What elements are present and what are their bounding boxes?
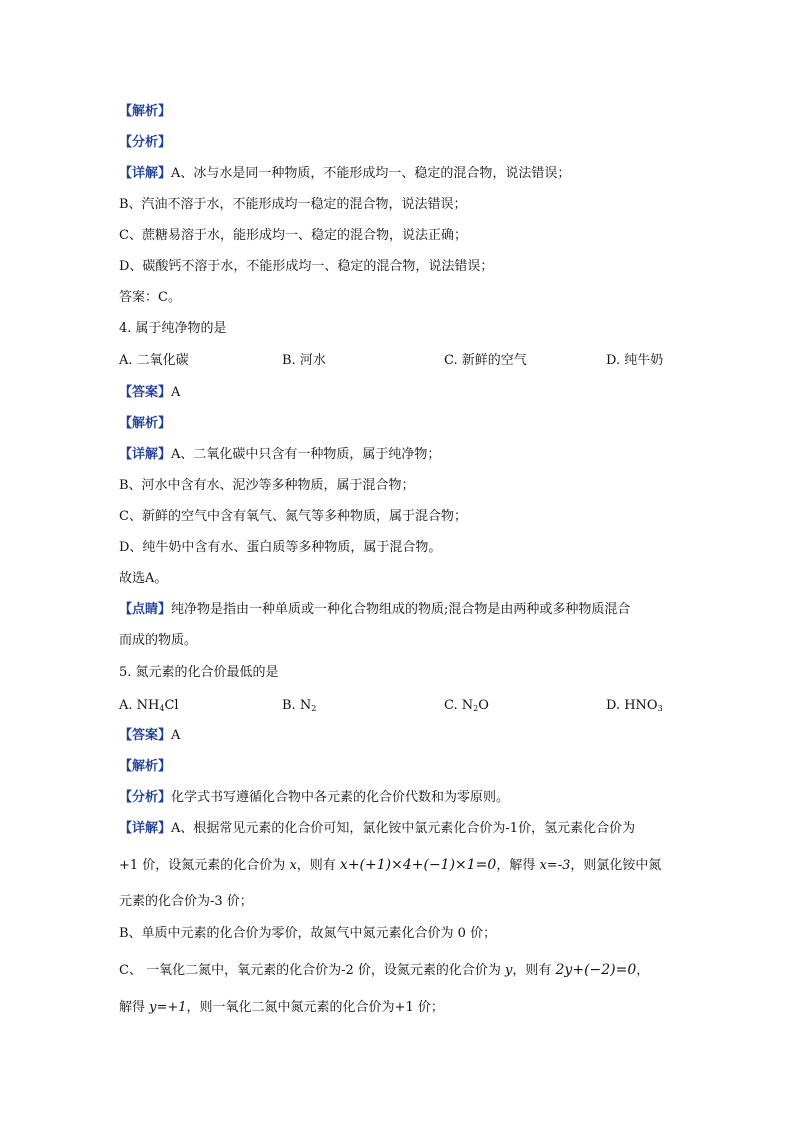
explanation-line: 解得 y=+1，则一氧化二氮中氮元素的化合价为+1 价；	[119, 1000, 444, 1015]
option-b: B. $N_2$	[282, 698, 317, 713]
explanation-line: 【详解】A、根据常见元素的化合价可知，氯化铵中氯元素化合价为-1价，氢元素化合价为	[119, 821, 636, 836]
note-line: 【点睛】纯净物是指由一种单质或一种化合物组成的物质;混合物是由两种或多种物质混合	[119, 602, 631, 617]
option-d: D. 纯牛奶	[606, 353, 664, 368]
option-b: B. 河水	[282, 353, 326, 368]
answer-line: 【答案】A	[119, 728, 181, 743]
explanation-line: D、碳酸钙不溶于水，不能形成均一、稳定的混合物，说法错误；	[119, 259, 494, 274]
explanation-line: C、新鲜的空气中含有氧气、氮气等多种物质，属于混合物；	[119, 509, 467, 524]
explanation-line: D、纯牛奶中含有水、蛋白质等多种物质，属于混合物。	[119, 540, 442, 555]
explanation-line: C、 一氧化二氮中，氧元素的化合价为-2 价，设氮元素的化合价为 y，则有 2y+(−2)=0，	[119, 962, 650, 978]
section-tag: 【解析】	[119, 104, 172, 119]
explanation-line: +1 价，设氮元素的化合价为 x，则有 x+(+1)×4+(−1)×1=0，解得 x=-3，则氯化铵中氮	[119, 857, 662, 873]
equation: x+(+1)×4+(−1)×1=0	[339, 857, 497, 873]
option-c: C. 新鲜的空气	[444, 353, 527, 368]
option-d: D. $HNO_3$	[606, 698, 663, 713]
explanation-line: 【详解】A、冰与水是同一种物质，不能形成均一、稳定的混合物，说法错误；	[119, 166, 571, 181]
option-a: A. $NH_4Cl$	[119, 698, 179, 713]
section-tag: 【分析】	[119, 135, 172, 150]
equation: 2y+(−2)=0	[555, 962, 637, 978]
option-c: C. $N_2O$	[444, 698, 489, 713]
answer-line: 【答案】A	[119, 385, 181, 400]
question-stem: 4. 属于纯净物的是	[119, 321, 227, 336]
explanation-line: B、汽油不溶于水，不能形成均一稳定的混合物，说法错误；	[119, 197, 467, 212]
explanation-line: C、蔗糖易溶于水，能形成均一、稳定的混合物，说法正确；	[119, 228, 467, 243]
section-tag: 【解析】	[119, 416, 172, 431]
option-a: A. 二氧化碳	[119, 353, 189, 368]
question-stem: 5. 氮元素的化合价最低的是	[119, 665, 279, 680]
answer-line: 答案：C。	[119, 290, 181, 305]
explanation-line: B、河水中含有水、泥沙等多种物质，属于混合物；	[119, 478, 415, 493]
analysis-line: 【分析】化学式书写遵循化合物中各元素的化合价代数和为零原则。	[119, 790, 510, 805]
section-tag: 【解析】	[119, 759, 172, 774]
choose-line: 故选A。	[119, 571, 168, 586]
explanation-line: 元素的化合价为-3 价；	[119, 894, 253, 909]
note-line: 而成的物质。	[119, 633, 198, 648]
explanation-line: B、单质中元素的化合价为零价，故氮气中氮元素化合价为 0 价；	[119, 926, 497, 941]
explanation-line: 【详解】A、二氧化碳中只含有一种物质，属于纯净物；	[119, 447, 441, 462]
